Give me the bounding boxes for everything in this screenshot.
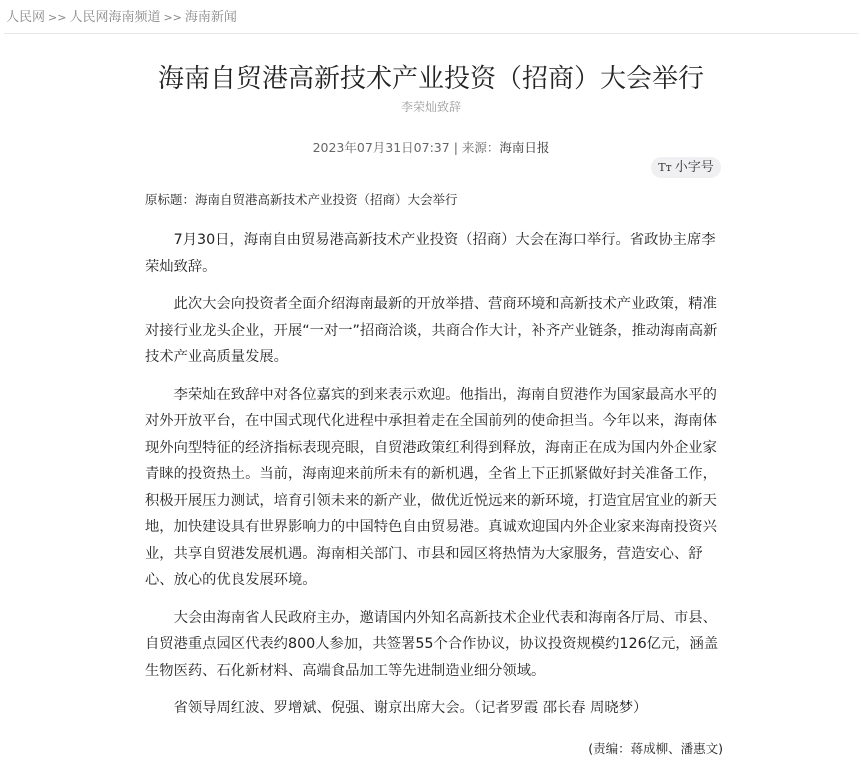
breadcrumb-separator: >>	[48, 11, 66, 24]
font-size-label: 小字号	[675, 160, 714, 175]
original-title: 原标题：海南自贸港高新技术产业投资（招商）大会举行	[145, 190, 723, 210]
source-label: 来源：	[462, 140, 500, 155]
paragraph: 李荣灿在致辞中对各位嘉宾的到来表示欢迎。他指出，海南自贸港作为国家最高水平的对外开放平台，在中国式现代化进程中承担着走在全国前列的使命担当。今年以来，海南体现外向型特征的经济指标表现亮眼，自贸港政策红利得到释放，海南正在成为国内外企业家青睐的投资热土。当前，海南迎来前所未有的新机遇，全省上下正抓紧做好封关准备工作，积极开展压力测试，培育引领未来的新产业，做优近悦远来的新环境，打造宜居宜业的新天地，加快建设具有世界影响力的中国特色自由贸易港。真诚欢迎国内外企业家来海南投资兴业，共享自贸港发展机遇。海南相关部门、市县和园区将热情为大家服务，营造安心、舒心、放心的优良发展环境。	[145, 382, 723, 594]
paragraph: 7月30日，海南自由贸易港高新技术产业投资（招商）大会在海口举行。省政协主席李荣灿致辞。	[145, 227, 723, 280]
text-size-icon: Tт	[658, 161, 671, 174]
breadcrumb-link-hainan-news[interactable]: 海南新闻	[185, 10, 237, 25]
publish-datetime: 2023年07月31日07:37	[313, 140, 450, 155]
subtitle: 李荣灿致辞	[0, 98, 862, 115]
divider	[4, 33, 858, 34]
breadcrumb	[6, 6, 237, 25]
paragraph: 此次大会向投资者全面介绍海南最新的开放举措、营商环境和高新技术产业政策，精准对接行业龙头企业，开展“一对一”招商洽谈，共商合作大计，补齐产业链条，推动海南高新技术产业高质量发展。	[145, 291, 723, 371]
paragraph: 大会由海南省人民政府主办，邀请国内外知名高新技术企业代表和海南各厅局、市县、自贸港重点园区代表约800人参加，共签署55个合作协议，协议投资规模约126亿元，涵盖生物医药、石化新材料、高端食品加工等先进制造业细分领域。	[145, 605, 723, 685]
breadcrumb-link-hainan-channel[interactable]: 人民网海南频道	[69, 10, 160, 25]
page-title: 海南自贸港高新技术产业投资（招商）大会举行	[0, 58, 862, 95]
paragraph: 省领导周红波、罗增斌、倪强、谢京出席大会。（记者罗霞 邵长春 周晓梦）	[145, 695, 723, 722]
editor-credit: (责编：蒋成柳、潘惠文)	[145, 736, 723, 762]
breadcrumb-link-people[interactable]: 人民网	[6, 10, 45, 25]
font-size-button[interactable]	[651, 157, 721, 178]
meta-divider: |	[454, 140, 458, 155]
source-link[interactable]: 海南日报	[499, 140, 549, 155]
article-body	[145, 190, 723, 762]
breadcrumb-separator: >>	[163, 11, 181, 24]
article-meta	[0, 138, 862, 156]
